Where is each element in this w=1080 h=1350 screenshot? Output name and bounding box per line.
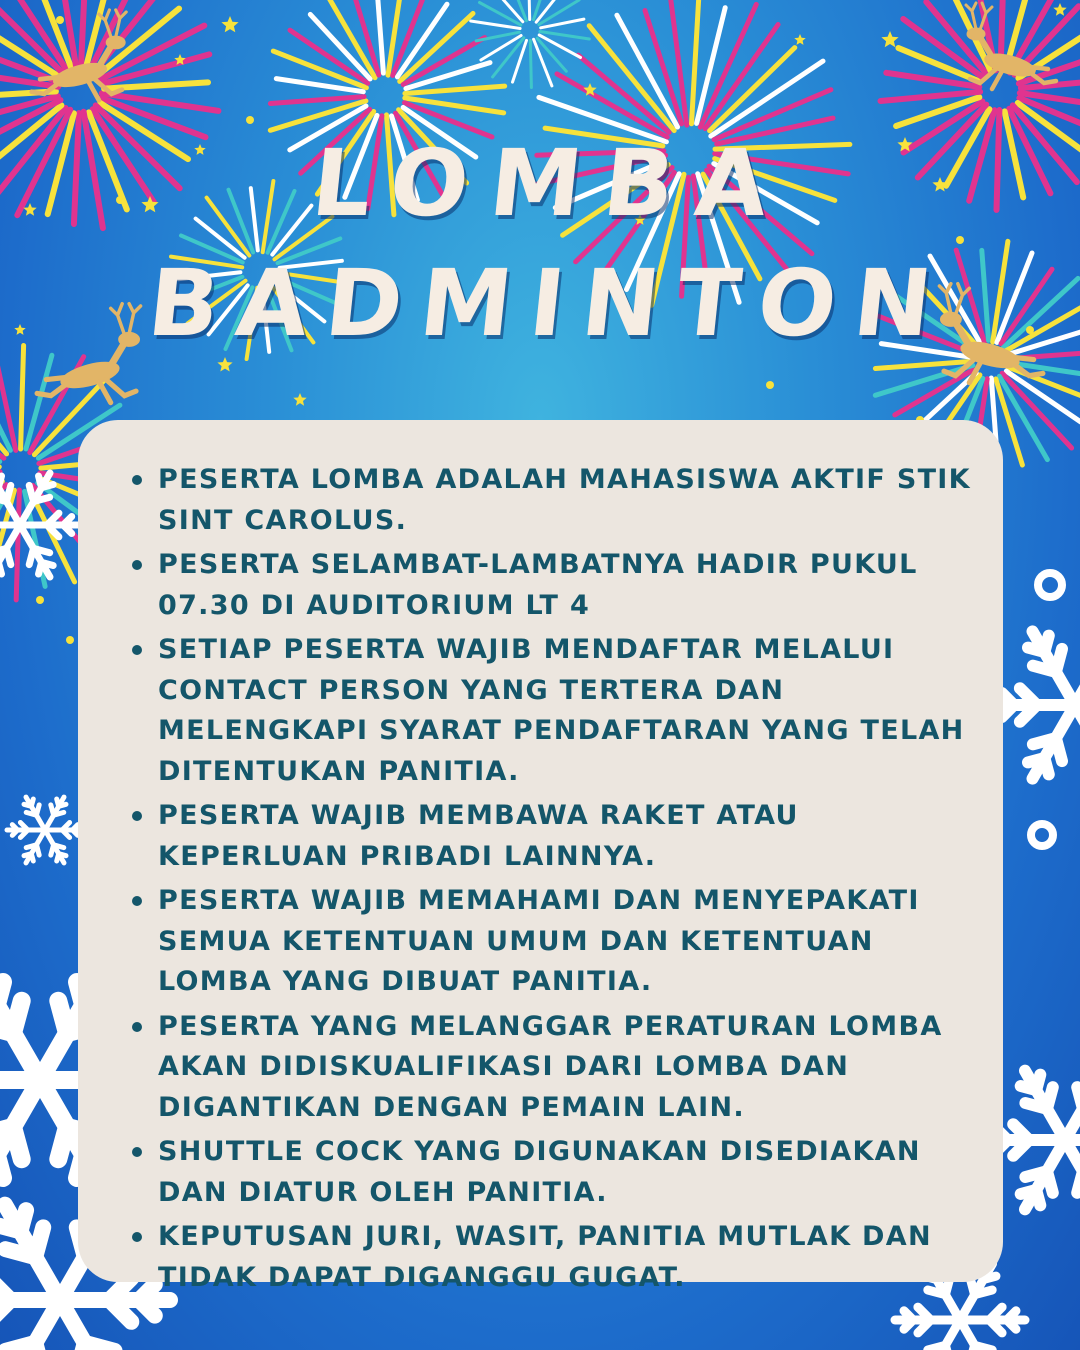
star-icon (221, 16, 238, 32)
rule-item: PESERTA WAJIB MEMBAWA RAKET ATAU KEPERLUAN PRIBADI LAINNYA. (158, 796, 978, 877)
snowflake-icon (7, 797, 83, 863)
sparkle-dot (56, 16, 64, 24)
rule-item: PESERTA LOMBA ADALAH MAHASISWA AKTIF STIK SINT CAROLUS. (158, 460, 978, 541)
rule-item: PESERTA WAJIB MEMAHAMI DAN MENYEPAKATI SEMUA KETENTUAN UMUM DAN KETENTUAN LOMBA YANG DIBUAT PANITIA. (158, 881, 978, 1003)
title-line-badminton: BADMINTON (143, 250, 955, 357)
rule-item: PESERTA SELAMBAT-LAMBATNYA HADIR PUKUL 07.30 DI AUDITORIUM LT 4 (158, 545, 978, 626)
star-icon (217, 357, 232, 372)
sparkle-dot (36, 596, 44, 604)
rule-item: SETIAP PESERTA WAJIB MENDAFTAR MELALUI CONTACT PERSON YANG TERTERA DAN MELENGKAPI SYARAT PENDAFTARAN YANG TELAH DITENTUKAN PANITIA. (158, 630, 978, 792)
sparkle-dot (246, 116, 254, 124)
rule-item: SHUTTLE COCK YANG DIGUNAKAN DISEDIAKAN DAN DIATUR OLEH PANITIA. (158, 1132, 978, 1213)
star-icon (1053, 3, 1066, 16)
star-icon (794, 34, 805, 45)
rule-item: KEPUTUSAN JURI, WASIT, PANITIA MUTLAK DAN TIDAK DAPAT DIGANGGU GUGAT. (158, 1217, 978, 1298)
rules-list (158, 460, 978, 1302)
rules-card (78, 420, 1003, 1293)
sparkle-dot (956, 236, 964, 244)
sparkle-dot (66, 636, 74, 644)
sparkle-dot (766, 381, 774, 389)
firework-icon (471, 0, 590, 88)
star-icon (293, 393, 306, 406)
title-line-lomba: LOMBA (307, 130, 795, 237)
ring-icon (1038, 573, 1062, 597)
snowflake-icon (990, 631, 1080, 778)
star-icon (881, 31, 898, 47)
rule-item: PESERTA YANG MELANGGAR PERATURAN LOMBA AKAN DIDISKUALIFIKASI DARI LOMBA DAN DIGANTIKAN DENGAN PEMAIN LAIN. (158, 1007, 978, 1129)
ring-icon (1031, 824, 1053, 846)
